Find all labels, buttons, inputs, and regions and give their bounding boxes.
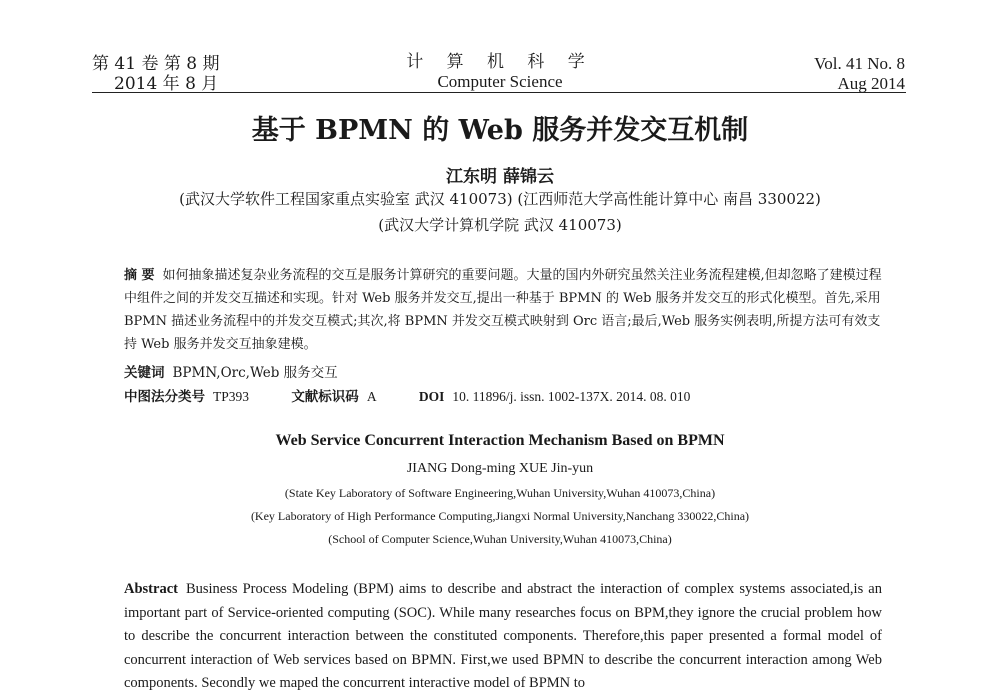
affiliation-line-1: (武汉大学软件工程国家重点实验室 武汉 410073) (江西师范大学高性能计算中心 南昌 330022) [179, 190, 821, 208]
doc-code-value: A [366, 389, 377, 404]
keywords-text: BPMN,Orc,Web 服务交互 [172, 365, 338, 381]
english-authors: JIANG Dong-ming XUE Jin-yun [406, 461, 594, 476]
date-cn: 2014 年 8 月 [114, 74, 219, 94]
abstract-en-text: Business Process Modeling (BPM) aims to describe and abstract the interaction of complex systems associated,is an important part of Service-oriented computing (SOC). While many researches focus on BPM,they ignore the crucial problem how to describe the concurrent interaction between the constituted components. Therefore,this paper presented a formal model of concurrent interaction of Web services based on BPMN. First,we used BPMN to describe the concurrent interaction among Web components. Secondly we maped the concurrent interactive model of BPMN to [124, 581, 882, 691]
english-affiliation-2: (Key Laboratory of High Performance Computing,Jiangxi Normal University,Nanchang 330022,China) [250, 509, 750, 523]
abstract-en-label: Abstract [124, 581, 178, 597]
journal-volume-en [814, 54, 905, 94]
abstract-cn [124, 264, 882, 356]
abstract-cn-label: 摘 要 [124, 268, 155, 283]
date-en: Aug 2014 [837, 74, 905, 93]
journal-name-cn: 计 算 机 科 学 [406, 52, 594, 72]
english-affiliation-1: (State Key Laboratory of Software Engineering,Wuhan University,Wuhan 410073,China) [284, 486, 716, 500]
keywords-label: 关键词 [124, 365, 165, 381]
doc-code-label: 文献标识码 [291, 389, 359, 405]
doi-label: DOI [418, 389, 445, 404]
authors: 江东明 薛锦云 [446, 167, 554, 187]
vol-en: Vol. 41 No. 8 [814, 54, 905, 73]
english-title: Web Service Concurrent Interaction Mechanism Based on BPMN [275, 432, 725, 449]
keywords [124, 361, 338, 381]
abstract-en [124, 578, 882, 696]
doi-value: 10. 11896/j. issn. 1002-137X. 2014. 08. 010 [452, 389, 691, 404]
paper-title: 基于 BPMN 的 Web 服务并发交互机制 [251, 115, 749, 146]
clc-value: TP393 [213, 389, 250, 404]
clc-label: 中图法分类号 [124, 389, 205, 405]
header-rule [92, 92, 906, 93]
classification-row [124, 385, 690, 405]
affiliation-line-2: (武汉大学计算机学院 武汉 410073) [378, 216, 622, 234]
volume-issue: 第 41 卷 第 8 期 [92, 54, 220, 74]
english-affiliation-3: (School of Computer Science,Wuhan University,Wuhan 410073,China) [328, 532, 672, 546]
abstract-cn-text: 如何抽象描述复杂业务流程的交互是服务计算研究的重要问题。大量的国内外研究虽然关注业务流程建模,但却忽略了建模过程中组件之间的并发交互描述和实现。针对 Web 服务并发交互,提出一种基于 BPMN 的 Web 服务并发交互的形式化模型。首先,采用 BPMN 描述业务流程中的并发交互模式;其次,将 BPMN 并发交互模式映射到 Orc 语言;最后,Web 服务实例表明,所提方法可有效支持 Web 服务并发交互抽象建模。 [124, 268, 882, 352]
journal-name-en: Computer Science [437, 72, 563, 91]
